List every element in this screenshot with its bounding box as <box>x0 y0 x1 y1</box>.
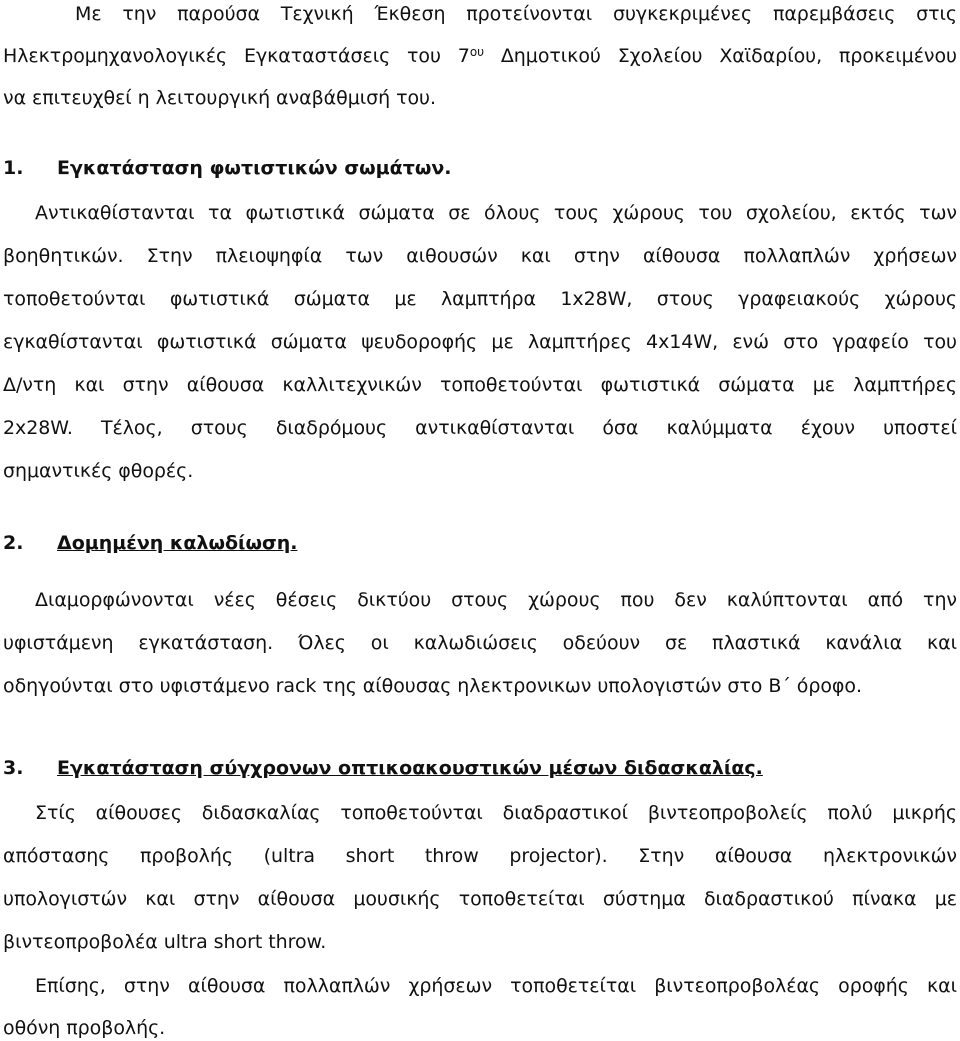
section-3-title: Εγκατάσταση σύγχρονων οπτικοακουστικών μέσων διδασκαλίας. <box>57 757 763 779</box>
intro-line-1: Με την παρούσα Τεχνική Έκθεση προτείνονται συγκεκριμένες παρεμβάσεις στις <box>75 3 957 25</box>
section-1-title: Εγκατάσταση φωτιστικών σωμάτων. <box>57 157 452 179</box>
section-3-line-1: Στίς αίθουσες διδασκαλίας τοποθετούνται διαδραστικοί βιντεοπροβολείς πολύ μικρής <box>35 802 957 824</box>
section-1-line-1: Αντικαθίστανται τα φωτιστικά σώματα σε όλους τους χώρους του σχολείου, εκτός των <box>35 202 957 224</box>
section-1-line-5: Δ/ντη και στην αίθουσα καλλιτεχνικών τοποθετούνται φωτιστικά σώματα με λαμπτήρες <box>3 374 957 396</box>
section-1-line-4: εγκαθίστανται φωτιστικά σώματα ψευδοροφής με λαμπτήρες 4x14W, ενώ στο γραφείο του <box>3 331 957 353</box>
section-3-line-3: υπολογιστών και στην αίθουσα μουσικής τοποθετείται σύστημα διαδραστικού πίνακα με <box>3 888 957 910</box>
section-2-line-1: Διαμορφώνονται νέες θέσεις δικτύου στους χώρους που δεν καλύπτονται από την <box>35 589 957 611</box>
section-1-line-6: 2x28W. Τέλος, στους διαδρόμους αντικαθίστανται όσα καλύμματα έχουν υποστεί <box>3 417 957 439</box>
section-3-line-2: απόστασης προβολής (ultra short throw projector). Στην αίθουσα ηλεκτρονικών <box>3 845 957 867</box>
section-2-line-2: υφιστάμενη εγκατάσταση. Όλες οι καλωδιώσεις οδεύουν σε πλαστικά κανάλια και <box>3 632 957 654</box>
section-3-number: 3. <box>3 757 24 779</box>
section-3-line-5: Επίσης, στην αίθουσα πολλαπλών χρήσεων τοποθετείται βιντεοπροβολέας οροφής και <box>35 975 957 997</box>
section-2-title: Δομημένη καλωδίωση. <box>57 532 298 554</box>
intro-line-2-pre: Ηλεκτρομηχανολογικές Εγκαταστάσεις του 7 <box>3 45 470 67</box>
section-3-line-6: οθόνη προβολής. <box>3 1017 166 1039</box>
section-1-number: 1. <box>3 157 24 179</box>
section-1-line-2: βοηθητικών. Στην πλειοψηφία των αιθουσών και στην αίθουσα πολλαπλών χρήσεων <box>3 245 957 267</box>
section-1-line-3: τοποθετούνται φωτιστικά σώματα με λαμπτήρα 1x28W, στους γραφειακούς χώρους <box>3 288 957 310</box>
intro-line-2 <box>3 43 957 69</box>
intro-line-2-post: Δημοτικού Σχολείου Χαϊδαρίου, προκειμένου <box>484 45 957 67</box>
section-2-number: 2. <box>3 532 24 554</box>
section-3-line-4: βιντεοπροβολέα ultra short throw. <box>3 931 327 953</box>
ordinal-superscript: ου <box>469 45 485 59</box>
section-1-line-7: σημαντικές φθορές. <box>3 460 194 482</box>
section-2-line-3: οδηγούνται στο υφιστάμενο rack της αίθουσας ηλεκτρονικων υπολογιστών στο Β΄ όροφο. <box>3 675 862 697</box>
intro-line-3: να επιτευχθεί η λειτουργική αναβάθμισή του. <box>3 87 436 109</box>
